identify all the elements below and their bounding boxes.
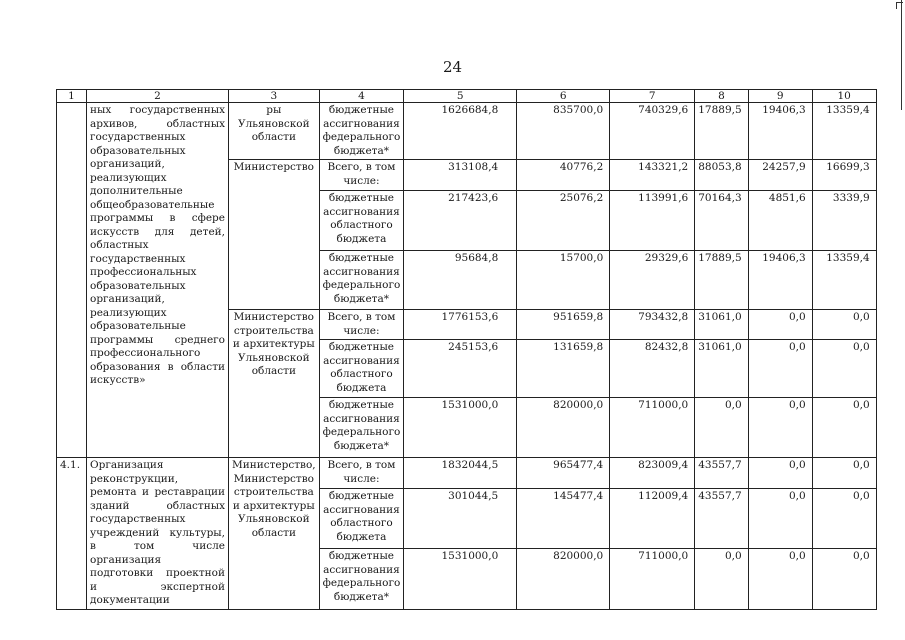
header-col-10: 10 bbox=[812, 90, 876, 103]
funding-source: Всего, в том числе: bbox=[319, 458, 404, 489]
value-col-5: 1776153,6 bbox=[404, 310, 517, 340]
funding-source: бюджетные ассигнования областного бюджета bbox=[319, 340, 404, 398]
funding-source: бюджетные ассигнования федерального бюджета* bbox=[319, 103, 404, 160]
header-col-9: 9 bbox=[748, 90, 812, 103]
value-col-7: 740329,6 bbox=[610, 103, 695, 160]
page-corner-mark bbox=[896, 2, 903, 9]
value-col-6: 835700,0 bbox=[517, 103, 610, 160]
value-col-6: 820000,0 bbox=[517, 398, 610, 458]
funding-source: бюджетные ассигнования областного бюджета bbox=[319, 191, 404, 251]
value-col-9: 19406,3 bbox=[748, 251, 812, 310]
funding-source: Всего, в том числе: bbox=[319, 160, 404, 191]
value-col-6: 15700,0 bbox=[517, 251, 610, 310]
value-col-6: 965477,4 bbox=[517, 458, 610, 489]
executor: Министерство bbox=[229, 160, 320, 310]
value-col-10: 13359,4 bbox=[812, 103, 876, 160]
value-col-9: 19406,3 bbox=[748, 103, 812, 160]
header-row bbox=[57, 90, 877, 103]
value-col-7: 711000,0 bbox=[610, 549, 695, 609]
value-col-10: 0,0 bbox=[812, 458, 876, 489]
header-col-4: 4 bbox=[319, 90, 404, 103]
value-col-8: 88053,8 bbox=[695, 160, 748, 191]
value-col-5: 1531000,0 bbox=[404, 398, 517, 458]
value-col-9: 0,0 bbox=[748, 489, 812, 549]
value-col-6: 951659,8 bbox=[517, 310, 610, 340]
header-col-8: 8 bbox=[695, 90, 748, 103]
value-col-5: 95684,8 bbox=[404, 251, 517, 310]
value-col-5: 301044,5 bbox=[404, 489, 517, 549]
value-col-7: 823009,4 bbox=[610, 458, 695, 489]
header-col-5: 5 bbox=[404, 90, 517, 103]
value-col-8: 17889,5 bbox=[695, 103, 748, 160]
value-col-9: 0,0 bbox=[748, 458, 812, 489]
value-col-8: 0,0 bbox=[695, 398, 748, 458]
header-col-3: 3 bbox=[229, 90, 320, 103]
value-col-5: 1531000,0 bbox=[404, 549, 517, 609]
value-col-5: 245153,6 bbox=[404, 340, 517, 398]
funding-source: бюджетные ассигнования федерального бюджета* bbox=[319, 398, 404, 458]
table-row bbox=[57, 458, 877, 489]
table-row bbox=[57, 103, 877, 160]
value-col-7: 711000,0 bbox=[610, 398, 695, 458]
value-col-7: 113991,6 bbox=[610, 191, 695, 251]
value-col-10: 0,0 bbox=[812, 340, 876, 398]
value-col-10: 0,0 bbox=[812, 398, 876, 458]
value-col-8: 31061,0 bbox=[695, 340, 748, 398]
value-col-6: 25076,2 bbox=[517, 191, 610, 251]
value-col-5: 1832044,5 bbox=[404, 458, 517, 489]
row-number bbox=[57, 103, 87, 458]
value-col-8: 43557,7 bbox=[695, 458, 748, 489]
value-col-5: 217423,6 bbox=[404, 191, 517, 251]
value-col-10: 3339,9 bbox=[812, 191, 876, 251]
value-col-5: 313108,4 bbox=[404, 160, 517, 191]
value-col-10: 0,0 bbox=[812, 549, 876, 609]
value-col-8: 70164,3 bbox=[695, 191, 748, 251]
value-col-7: 112009,4 bbox=[610, 489, 695, 549]
budget-table bbox=[56, 89, 877, 610]
header-col-2: 2 bbox=[87, 90, 229, 103]
value-col-7: 29329,6 bbox=[610, 251, 695, 310]
value-col-9: 0,0 bbox=[748, 340, 812, 398]
value-col-8: 31061,0 bbox=[695, 310, 748, 340]
value-col-8: 43557,7 bbox=[695, 489, 748, 549]
value-col-6: 40776,2 bbox=[517, 160, 610, 191]
value-col-8: 0,0 bbox=[695, 549, 748, 609]
value-col-9: 0,0 bbox=[748, 398, 812, 458]
value-col-6: 145477,4 bbox=[517, 489, 610, 549]
value-col-10: 16699,3 bbox=[812, 160, 876, 191]
value-col-6: 820000,0 bbox=[517, 549, 610, 609]
value-col-5: 1626684,8 bbox=[404, 103, 517, 160]
page-number: 24 bbox=[442, 58, 463, 76]
value-col-6: 131659,8 bbox=[517, 340, 610, 398]
value-col-9: 0,0 bbox=[748, 310, 812, 340]
header-col-6: 6 bbox=[517, 90, 610, 103]
value-col-10: 13359,4 bbox=[812, 251, 876, 310]
header-col-1: 1 bbox=[57, 90, 87, 103]
value-col-10: 0,0 bbox=[812, 310, 876, 340]
funding-source: бюджетные ассигнования федерального бюджета* bbox=[319, 251, 404, 310]
measure-name: ных государственных архивов, областных государственных образовательных организаций, реализующих дополнительные общеобразовательные программы в сфере искусств для детей, областных государственных профессиональных образовательных организаций, реализующих образовательные программы среднего профессионального образования в области искусств» bbox=[87, 103, 229, 458]
value-col-10: 0,0 bbox=[812, 489, 876, 549]
measure-name: Организация реконструкции, ремонта и реставрации зданий областных государственных учреждений культуры, в том числе организация подготовки проектной и экспертной документации bbox=[87, 458, 229, 610]
page-edge-line bbox=[901, 0, 902, 110]
value-col-7: 793432,8 bbox=[610, 310, 695, 340]
executor: ры Ульяновской области bbox=[229, 103, 320, 160]
value-col-9: 24257,9 bbox=[748, 160, 812, 191]
funding-source: бюджетные ассигнования областного бюджета bbox=[319, 489, 404, 549]
executor: Министерство строительства и архитектуры Ульяновской области bbox=[229, 310, 320, 458]
header-col-7: 7 bbox=[610, 90, 695, 103]
value-col-7: 143321,2 bbox=[610, 160, 695, 191]
funding-source: бюджетные ассигнования федерального бюджета* bbox=[319, 549, 404, 609]
value-col-9: 4851,6 bbox=[748, 191, 812, 251]
value-col-8: 17889,5 bbox=[695, 251, 748, 310]
executor: Министерство, Министерство строительства и архитектуры Ульяновской области bbox=[229, 458, 320, 610]
row-number: 4.1. bbox=[57, 458, 87, 610]
value-col-9: 0,0 bbox=[748, 549, 812, 609]
value-col-7: 82432,8 bbox=[610, 340, 695, 398]
funding-source: Всего, в том числе: bbox=[319, 310, 404, 340]
